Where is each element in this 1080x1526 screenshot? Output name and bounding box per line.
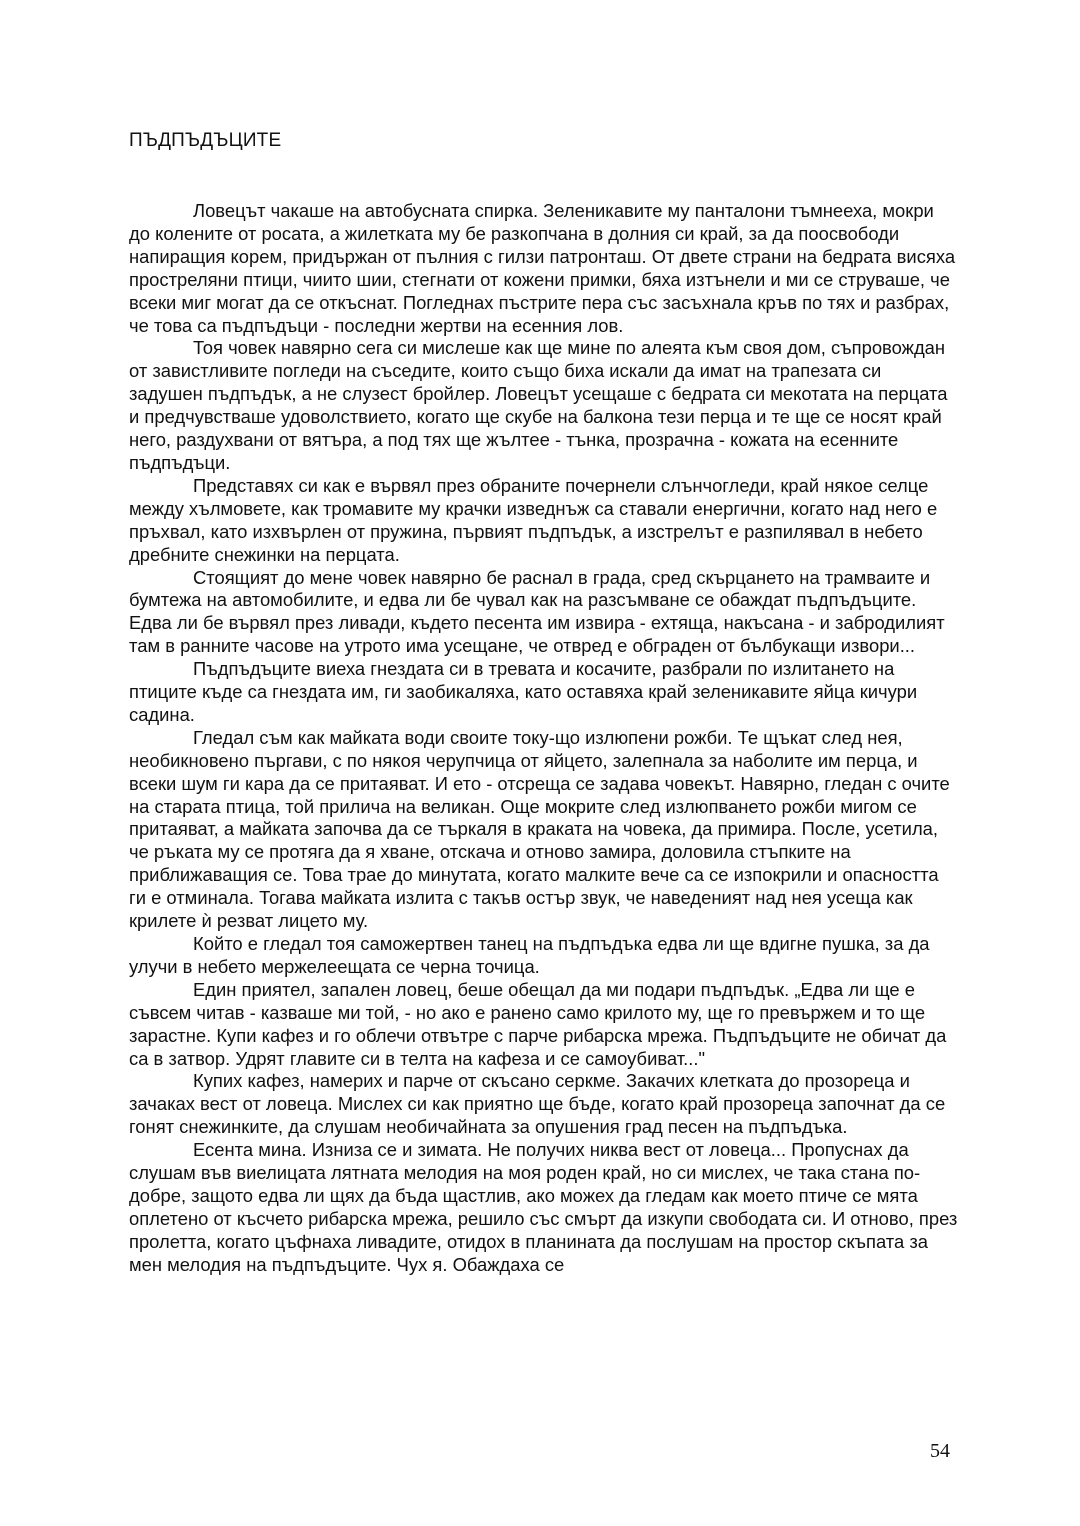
paragraph: Един приятел, запален ловец, беше обещал да ми подари пъдпъдък. „Едва ли ще е съвсем читав - казваше ми той, - но ако е ранено само крилото му, ще го превържем и то ще зарастне. Купи кафез и го облечи отвътре с парче рибарска мрежа. Пъдпъдъците не обичат да са в затвор. Удрят главите си в телта на кафеза и се самоубиват...": [129, 978, 947, 1069]
paragraph: Купих кафез, намерих и парче от скъсано серкме. Закачих клетката до прозореца и зачаках вест от ловеца. Мислех си как приятно ще бъде, когато край прозореца започнат да се гонят снежинките, да слушам необичайната за опушения град песен на пъдпъдъка.: [129, 1070, 946, 1138]
story-body: [129, 200, 959, 1277]
paragraph: Който е гледал тоя саможертвен танец на пъдпъдъка едва ли ще вдигне пушка, за да улучи в небето мержелеещата се черна точица.: [129, 933, 930, 977]
paragraph: Стоящият до мене човек навярно бе раснал в града, сред скърцането на трамваите и бумтежа на автомобилите, и едва ли бе чувал как на разсъмване се обаждат пъдпъдъците. Едва ли бе вървял през ливади, където песента им извира - ехтяща, накъсана - и забродилият там в ранните часове на утрото има усещане, че отвред е обграден от бълбукащи извори...: [129, 566, 945, 657]
paragraph: Есента мина. Изниза се и зимата. Не получих никва вест от ловеца... Пропуснах да слушам във виелицата лятната мелодия на моя роден край, но си мислех, че така стана по-добре, защото едва ли щях да бъда щастлив, ако можех да гледам как моето птиче се мята оплетено от късчето рибарска мрежа, решило със смърт да изкупи свободата си. И отново, през пролетта, когато цъфнаха ливадите, отидох в планината да послушам на простор скъпата за мен мелодия на пъдпъдъците. Чух я. Обаждаха се: [129, 1139, 958, 1275]
paragraph: Представях си как е вървял през обраните почернели слънчогледи, край някое селце между хълмовете, как тромавите му крачки изведнъж са ставали енергични, когато над него е пръхвал, като изхвърлен от пружина, първият пъдпъдък, а изстрелът е разпилявал в небето дребните снежинки на перцата.: [129, 474, 938, 565]
page-number: 54: [930, 1440, 950, 1462]
paragraph: Пъдпъдъците виеха гнездата си в тревата и косачите, разбрали по излитането на птиците къде са гнездата им, ги заобикаляха, като оставяха край зеленикавите яйца кичури садина.: [129, 658, 918, 725]
paragraph: Ловецът чакаше на автобусната спирка. Зеленикавите му панталони тъмнееха, мокри до колените от росата, а жилетката му бе разкопчана в долния си край, за да поосвободи напиращия корем, придържан от пълния с гилзи патронташ. От двете страни на бедрата висяха простреляни птици, чиито шии, стегнати от кожени примки, бяха изтънели и ми се струваше, че всеки миг могат да се откъснат. Погледнах пъстрите пера със засъхнала кръв по тях и разбрах, че това са пъдпъдъци - последни жертви на есенния лов.: [129, 200, 956, 336]
paragraph: Гледал съм как майката води своите току-що излюпени рожби. Те щъкат след нея, необикновено пъргави, с по някоя черупчица от яйцето, залепнала за наболите им перца, и всеки шум ги кара да се притаяват. И ето - отсреща се задава човекът. Навярно, гледан с очите на старата птица, той прилича на великан. Още мокрите след излюпването рожби мигом се притаяват, а майката започва да се търкаля в краката на човека, да примира. После, усетила, че ръката му се протяга да я хване, отскача и отново замира, доловила стъпките на приближаващия се. Това трае до минутата, когато малките вече са се изпокрили и опасността ги е отминала. Тогава майката излита с такъв остър звук, че наведеният над нея усеща как крилете ѝ резват лицето му.: [129, 726, 950, 932]
story-title: ПЪДПЪДЪЦИТЕ: [129, 130, 282, 151]
paragraph: Тоя човек навярно сега си мислеше как ще мине по алеята към своя дом, съпровождан от завистливите погледи на съседите, които също биха искали да имат на трапезата си задушен пъдпъдък, а не слузест бройлер. Ловецът усещаше с бедрата си мекотата на перцата и предчувстваше удоволствието, когато ще скубе на балкона тези перца и те ще се носят край него, раздухвани от вятъра, а под тях ще жълтее - тънка, прозрачна - кожата на есенните пъдпъдъци.: [129, 337, 948, 473]
